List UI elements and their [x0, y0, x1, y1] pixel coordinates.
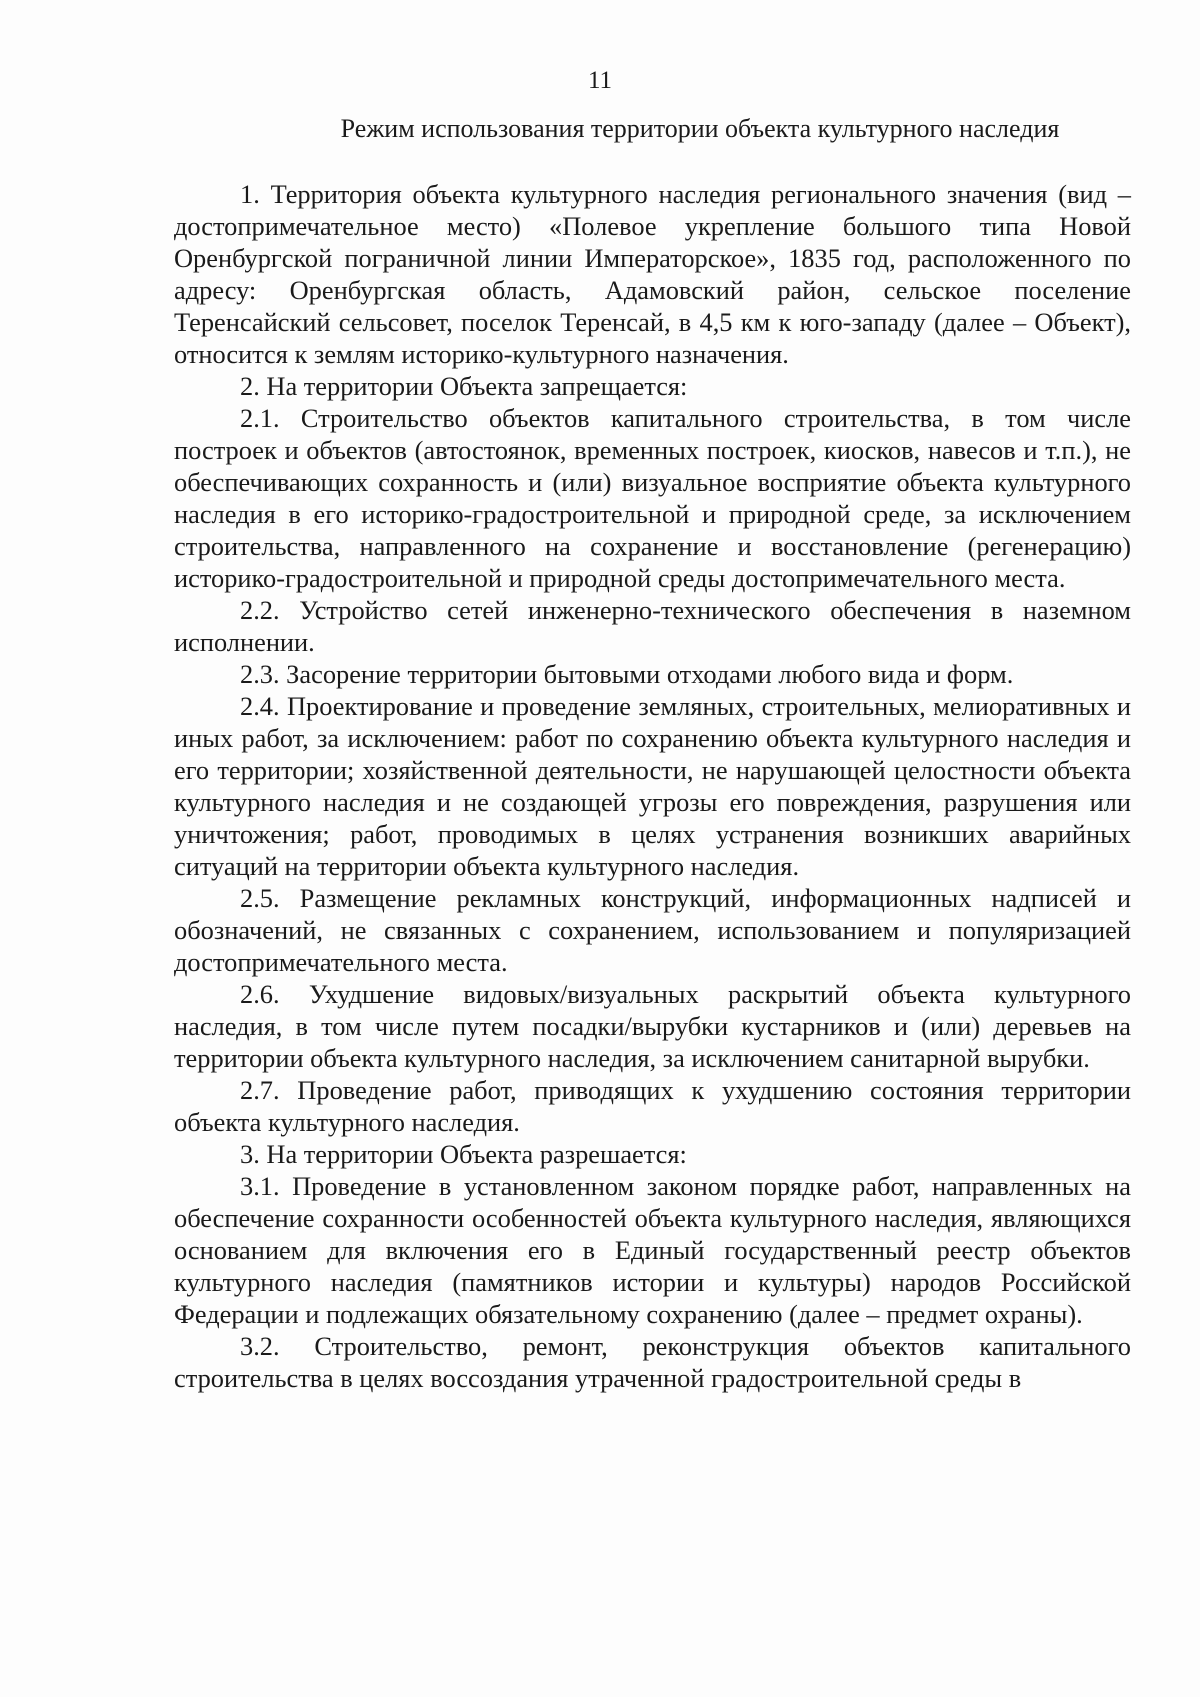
paragraph-3: 3. На территории Объекта разрешается:	[240, 1139, 687, 1169]
document-body	[174, 178, 1131, 1394]
paragraph-3-1: 3.1. Проведение в установленном законом порядке работ, направленных на обеспечение сохранности особенностей объекта культурного наследия, являющихся основанием для включения его в Единый государственный реестр объектов культурного наследия (памятников истории и культуры) народов Российской Федерации и подлежащих обязательному сохранению (далее – предмет охраны).	[174, 1171, 1131, 1329]
paragraph-2-2: 2.2. Устройство сетей инженерно-технического обеспечения в наземном исполнении.	[174, 595, 1131, 657]
paragraph-3-2: 3.2. Строительство, ремонт, реконструкция объектов капитального строительства в целях воссоздания утраченной градостроительной среды в	[174, 1331, 1131, 1393]
page-number: 11	[587, 67, 613, 94]
paragraph-2-7: 2.7. Проведение работ, приводящих к ухудшению состояния территории объекта культурного наследия.	[174, 1075, 1131, 1137]
paragraph-2-1: 2.1. Строительство объектов капитального строительства, в том числе построек и объектов (автостоянок, временных построек, киосков, навесов и т.п.), не обеспечивающих сохранность и (или) визуальное восприятие объекта культурного наследия в его историко-градостроительной и природной среде, за исключением строительства, направленного на сохранение и восстановление (регенерацию) историко-градостроительной и природной среды достопримечательного места.	[174, 403, 1131, 593]
paragraph-2-5: 2.5. Размещение рекламных конструкций, информационных надписей и обозначений, не связанных с сохранением, использованием и популяризацией достопримечательного места.	[174, 883, 1131, 977]
paragraph-2-4: 2.4. Проектирование и проведение земляных, строительных, мелиоративных и иных работ, за исключением: работ по сохранению объекта культурного наследия и его территории; хозяйственной деятельности, не нарушающей целостности объекта культурного наследия и не создающей угрозы его повреждения, разрушения или уничтожения; работ, проводимых в целях устранения возникших аварийных ситуаций на территории объекта культурного наследия.	[174, 691, 1131, 881]
paragraph-2-6: 2.6. Ухудшение видовых/визуальных раскрытий объекта культурного наследия, в том числе путем посадки/вырубки кустарников и (или) деревьев на территории объекта культурного наследия, за исключением санитарной вырубки.	[174, 979, 1131, 1073]
document-title: Режим использования территории объекта культурного наследия	[340, 114, 1060, 143]
paragraph-1: 1. Территория объекта культурного наследия регионального значения (вид – достопримечательное место) «Полевое укрепление большого типа Новой Оренбургской пограничной линии Императорское», 1835 год, расположенного по адресу: Оренбургская область, Адамовский район, сельское поселение Теренсайский сельсовет, поселок Теренсай, в 4,5 км к юго-западу (далее – Объект), относится к землям историко-культурного назначения.	[174, 179, 1131, 369]
paragraph-2-3: 2.3. Засорение территории бытовыми отходами любого вида и форм.	[240, 659, 1014, 689]
paragraph-2: 2. На территории Объекта запрещается:	[240, 371, 688, 401]
